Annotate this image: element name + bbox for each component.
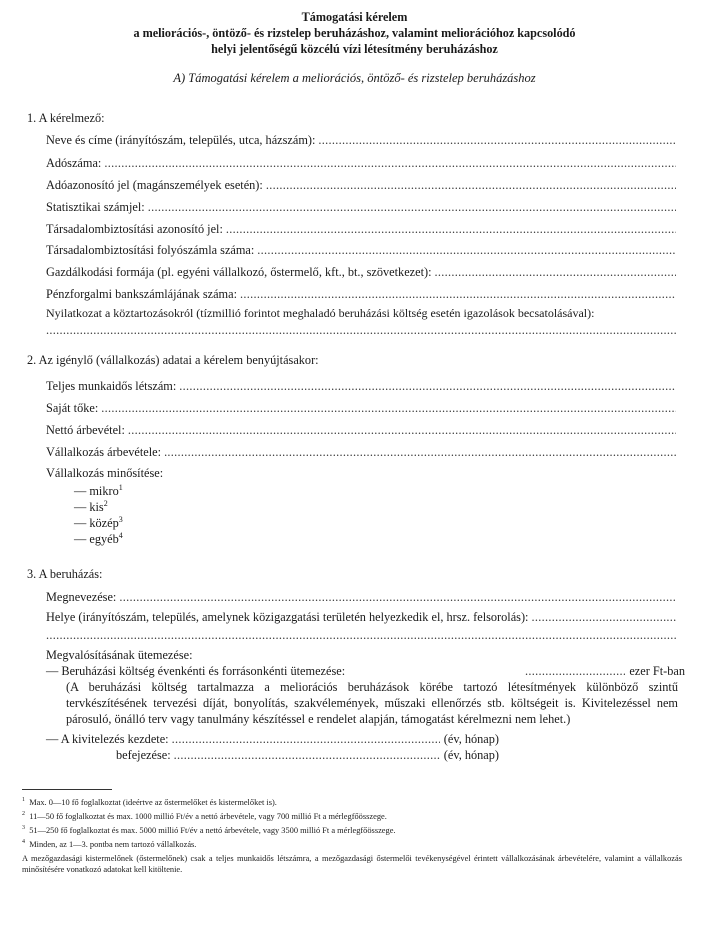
equity-field[interactable] bbox=[46, 400, 676, 416]
social-security-account-field[interactable] bbox=[46, 242, 676, 258]
investment-location-field[interactable] bbox=[46, 609, 676, 625]
construction-end-field[interactable] bbox=[116, 747, 499, 763]
footnote-number: 2 bbox=[22, 811, 25, 818]
qualification-option-medium[interactable] bbox=[74, 515, 123, 531]
field-label: Saját tőke: bbox=[46, 401, 99, 415]
footnote-1 bbox=[22, 797, 682, 808]
footnote-text: Minden, az 1—3. pontba nem tartozó vállalkozás. bbox=[29, 840, 197, 849]
fill-line[interactable] bbox=[257, 242, 676, 258]
option-label: — közép bbox=[74, 516, 119, 530]
fill-line[interactable] bbox=[179, 378, 676, 394]
cost-note: (A beruházási költség tartalmazza a meliorációs beruházások körébe tartozó létesítmények különböző szintű tervkészítésének tervezési díját, bonyolítás, szakvélemények, műszaki ellenőrzés stb. költségeit is. Kivitelezéssel nem párosuló, önálló terv vagy tanulmány készítéssel e rendelet alapján, támogatást kérelmezni nem lehet.) bbox=[66, 680, 678, 726]
cost-schedule-field[interactable] bbox=[525, 663, 685, 679]
fill-line[interactable] bbox=[525, 663, 625, 679]
footnote-divider bbox=[22, 789, 112, 790]
tax-id-field[interactable] bbox=[46, 177, 676, 193]
date-unit: (év, hónap) bbox=[443, 732, 499, 746]
fill-line[interactable] bbox=[104, 155, 676, 171]
section-1-heading: 1. A kérelmező: bbox=[27, 111, 105, 125]
footnote-note: A mezőgazdasági kistermelőnek (őstermelőnek) csak a teljes munkaidős létszámra, a mezőgazdasági őstermelői tevékenységével érintett vállalkozásának árbevételére, valamint a vállalkozás minősítésére vonatkozó adatokat kell kitöltenie. bbox=[22, 854, 682, 874]
fill-line[interactable] bbox=[46, 627, 676, 643]
footnote-text: Max. 0—10 fő foglalkoztat (ideértve az őstermelőket és kistermelőket is). bbox=[29, 798, 277, 807]
investment-location-line-2[interactable] bbox=[46, 627, 676, 643]
public-debt-statement-label: Nyilatkozat a köztartozásokról (tízmillió forintot meghaladó beruházási költség esetén igazolások becsatolásával): bbox=[46, 306, 595, 320]
footnote-ref: 3 bbox=[118, 514, 123, 524]
footnote-4 bbox=[22, 839, 682, 850]
social-security-id-field[interactable] bbox=[46, 221, 676, 237]
qualification-option-other[interactable] bbox=[74, 531, 123, 547]
footnote-ref: 4 bbox=[118, 530, 123, 540]
cost-schedule-label: — Beruházási költség évenkénti és forrásonkénti ütemezése: bbox=[46, 664, 346, 678]
option-label: — egyéb bbox=[74, 532, 119, 546]
footnote-number: 4 bbox=[22, 839, 25, 846]
fill-line[interactable] bbox=[128, 422, 676, 438]
fill-line[interactable] bbox=[164, 444, 676, 460]
footnote-text: 51—250 fő foglalkoztat és max. 5000 millió Ft/év a nettó árbevétele, vagy 3500 millió Ft a mérlegfőösszege. bbox=[29, 826, 396, 835]
field-label: Társadalombiztosítási azonosító jel: bbox=[46, 222, 223, 236]
footnote-2 bbox=[22, 811, 682, 822]
field-label: — A kivitelezés kezdete: bbox=[46, 732, 169, 746]
construction-start-field[interactable] bbox=[46, 731, 499, 747]
fill-line[interactable] bbox=[148, 199, 676, 215]
field-label: Társadalombiztosítási folyószámla száma: bbox=[46, 243, 255, 257]
fill-line[interactable] bbox=[172, 731, 440, 747]
section-2-heading: 2. Az igénylő (vállalkozás) adatai a kérelem benyújtásakor: bbox=[27, 353, 319, 367]
option-label: — mikro bbox=[74, 484, 119, 498]
cost-unit: ezer Ft-ban bbox=[629, 664, 685, 678]
fill-line[interactable] bbox=[119, 589, 676, 605]
field-label: Neve és címe (irányítószám, település, utca, házszám): bbox=[46, 133, 316, 147]
field-label: Teljes munkaidős létszám: bbox=[46, 379, 177, 393]
fill-line[interactable] bbox=[531, 609, 676, 625]
fill-line[interactable] bbox=[46, 322, 676, 338]
fill-line[interactable] bbox=[318, 132, 676, 148]
schedule-label: Megvalósításának ütemezése: bbox=[46, 648, 193, 662]
applicant-name-field[interactable] bbox=[46, 132, 676, 148]
form-title-line-3: helyi jelentőségű közcélú vízi létesítmény beruházáshoz bbox=[211, 42, 498, 56]
fill-line[interactable] bbox=[240, 286, 676, 302]
field-label: Adóazonosító jel (magánszemélyek esetén): bbox=[46, 178, 263, 192]
statistical-number-field[interactable] bbox=[46, 199, 676, 215]
field-label: Vállalkozás árbevétele: bbox=[46, 445, 162, 459]
field-label: Pénzforgalmi bankszámlájának száma: bbox=[46, 287, 237, 301]
field-label: Adószáma: bbox=[46, 156, 102, 170]
fill-line[interactable] bbox=[101, 400, 676, 416]
footnote-3 bbox=[22, 825, 682, 836]
footnote-ref: 1 bbox=[118, 482, 123, 492]
form-subtitle: A) Támogatási kérelem a meliorációs, öntöző- és rizstelep beruházáshoz bbox=[173, 71, 536, 85]
fill-line[interactable] bbox=[266, 177, 676, 193]
enterprise-revenue-field[interactable] bbox=[46, 444, 676, 460]
net-revenue-field[interactable] bbox=[46, 422, 676, 438]
headcount-field[interactable] bbox=[46, 378, 676, 394]
footnote-number: 3 bbox=[22, 825, 25, 832]
form-title-line-2: a meliorációs-, öntöző- és rizstelep beruházáshoz, valamint meliorációhoz kapcsolódó bbox=[133, 26, 576, 40]
fill-line[interactable] bbox=[226, 221, 676, 237]
investment-name-field[interactable] bbox=[46, 589, 676, 605]
field-label: Helye (irányítószám, település, amelynek közigazgatási területén helyezkedik el, hrsz. felsorolás): bbox=[46, 610, 529, 624]
footnote-number: 1 bbox=[22, 797, 25, 804]
option-label: — kis bbox=[74, 500, 104, 514]
field-label: Gazdálkodási formája (pl. egyéni vállalkozó, őstermelő, kft., bt., szövetkezet): bbox=[46, 265, 432, 279]
business-form-field[interactable] bbox=[46, 264, 676, 280]
footnote-ref: 2 bbox=[103, 498, 108, 508]
qualification-label: Vállalkozás minősítése: bbox=[46, 466, 164, 480]
fill-line[interactable] bbox=[174, 747, 440, 763]
field-label: Nettó árbevétel: bbox=[46, 423, 125, 437]
public-debt-statement-line[interactable] bbox=[46, 322, 676, 338]
bank-account-field[interactable] bbox=[46, 286, 676, 302]
fill-line[interactable] bbox=[435, 264, 676, 280]
field-label: befejezése: bbox=[116, 748, 171, 762]
section-3-heading: 3. A beruházás: bbox=[27, 567, 103, 581]
tax-number-field[interactable] bbox=[46, 155, 676, 171]
field-label: Megnevezése: bbox=[46, 590, 117, 604]
footnote-text: 11—50 fő foglalkoztat és max. 1000 millió Ft/év a nettó árbevétele, vagy 700 millió Ft a mérlegfőösszege. bbox=[29, 812, 387, 821]
qualification-option-small[interactable] bbox=[74, 499, 108, 515]
field-label: Statisztikai számjel: bbox=[46, 200, 145, 214]
qualification-option-micro[interactable] bbox=[74, 483, 123, 499]
form-title-line-1: Támogatási kérelem bbox=[301, 10, 408, 24]
date-unit: (év, hónap) bbox=[443, 748, 499, 762]
